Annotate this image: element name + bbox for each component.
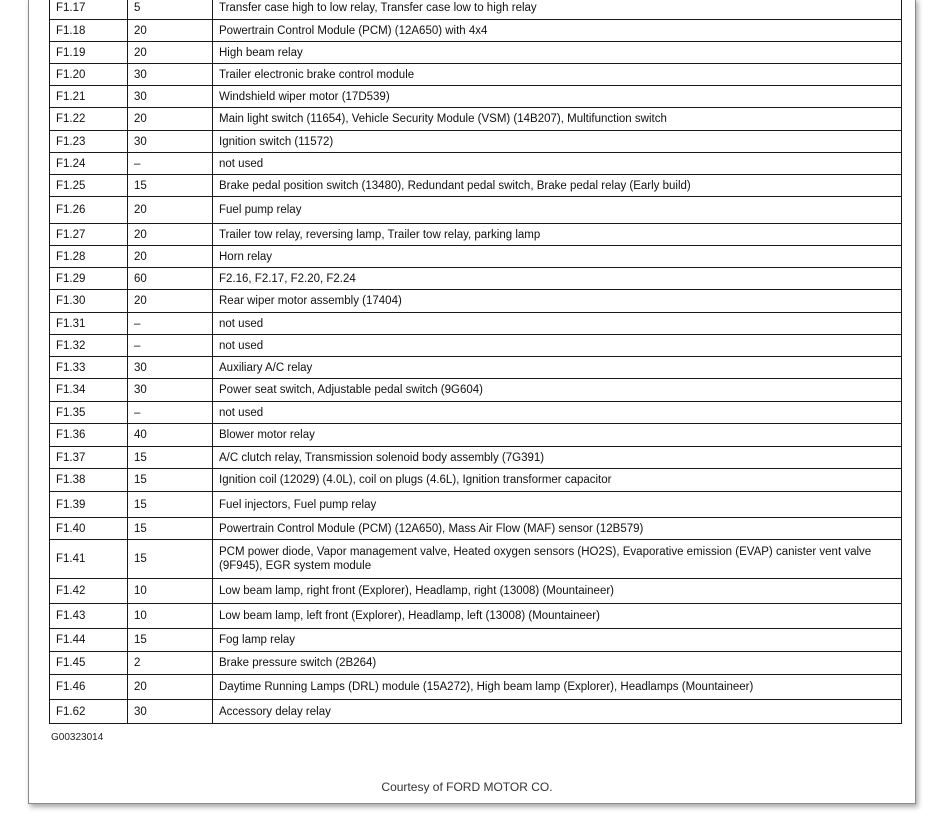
- table-row: [50, 175, 902, 197]
- fuse-amps: 20: [128, 290, 213, 313]
- fuse-amps: 30: [128, 86, 213, 108]
- fuse-amps: 20: [128, 20, 213, 42]
- table-row: [50, 652, 902, 675]
- fuse-amps: 2: [128, 652, 213, 675]
- fuse-description: Trailer tow relay, reversing lamp, Trailer tow relay, parking lamp: [213, 224, 902, 246]
- fuse-number: F1.46: [50, 675, 128, 700]
- table-row: [50, 246, 902, 268]
- table-row: [50, 64, 902, 86]
- fuse-description: Ignition switch (11572): [213, 131, 902, 153]
- fuse-amps: –: [128, 335, 213, 357]
- table-row: [50, 357, 902, 379]
- fuse-number: F1.40: [50, 518, 128, 540]
- fuse-number: F1.31: [50, 313, 128, 335]
- fuse-amps: 5: [128, 0, 213, 20]
- table-row: [50, 335, 902, 357]
- fuse-amps: 15: [128, 518, 213, 540]
- fuse-description: Low beam lamp, left front (Explorer), Headlamp, left (13008) (Mountaineer): [213, 604, 902, 629]
- fuse-description: Windshield wiper motor (17D539): [213, 86, 902, 108]
- fuse-table-body: [50, 0, 902, 724]
- table-row: [50, 131, 902, 153]
- fuse-amps: 20: [128, 224, 213, 246]
- fuse-amps: 30: [128, 700, 213, 724]
- fuse-amps: 15: [128, 629, 213, 652]
- fuse-number: F1.19: [50, 42, 128, 64]
- fuse-amps: 15: [128, 492, 213, 518]
- table-row: [50, 108, 902, 131]
- fuse-number: F1.17: [50, 0, 128, 20]
- fuse-amps: –: [128, 402, 213, 424]
- fuse-number: F1.22: [50, 108, 128, 131]
- fuse-amps: 10: [128, 579, 213, 604]
- fuse-amps: 15: [128, 175, 213, 197]
- table-row: [50, 518, 902, 540]
- fuse-amps: 20: [128, 246, 213, 268]
- table-row: [50, 604, 902, 629]
- fuse-number: F1.28: [50, 246, 128, 268]
- fuse-amps: 15: [128, 540, 213, 579]
- courtesy-caption: Courtesy of FORD MOTOR CO.: [381, 780, 553, 794]
- fuse-amps: 30: [128, 131, 213, 153]
- fuse-number: F1.20: [50, 64, 128, 86]
- fuse-description: not used: [213, 335, 902, 357]
- fuse-number: F1.38: [50, 469, 128, 492]
- fuse-number: F1.42: [50, 579, 128, 604]
- fuse-description: Powertrain Control Module (PCM) (12A650) with 4x4: [213, 20, 902, 42]
- fuse-number: F1.45: [50, 652, 128, 675]
- table-row: [50, 492, 902, 518]
- fuse-amps: 60: [128, 268, 213, 290]
- table-row: [50, 86, 902, 108]
- table-row: [50, 402, 902, 424]
- fuse-number: F1.35: [50, 402, 128, 424]
- table-row: [50, 290, 902, 313]
- fuse-amps: 30: [128, 64, 213, 86]
- fuse-amps: 15: [128, 447, 213, 469]
- fuse-description: Main light switch (11654), Vehicle Security Module (VSM) (14B207), Multifunction switch: [213, 108, 902, 131]
- fuse-number: F1.30: [50, 290, 128, 313]
- fuse-description: Fuel pump relay: [213, 197, 902, 224]
- fuse-description: Blower motor relay: [213, 424, 902, 447]
- fuse-number: F1.25: [50, 175, 128, 197]
- fuse-description: PCM power diode, Vapor management valve, Heated oxygen sensors (HO2S), Evaporative emission (EVAP) canister vent valve (9F945), EGR system module: [213, 540, 902, 579]
- fuse-description: Brake pressure switch (2B264): [213, 652, 902, 675]
- table-row: [50, 424, 902, 447]
- fuse-description: Low beam lamp, right front (Explorer), Headlamp, right (13008) (Mountaineer): [213, 579, 902, 604]
- fuse-description: Brake pedal position switch (13480), Redundant pedal switch, Brake pedal relay (Early build): [213, 175, 902, 197]
- fuse-amps: 20: [128, 42, 213, 64]
- figure-id: G00323014: [51, 732, 104, 743]
- fuse-amps: 10: [128, 604, 213, 629]
- fuse-table: [49, 0, 902, 724]
- fuse-amps: 15: [128, 469, 213, 492]
- fuse-description: Fog lamp relay: [213, 629, 902, 652]
- table-row: [50, 579, 902, 604]
- fuse-amps: 20: [128, 108, 213, 131]
- fuse-number: F1.26: [50, 197, 128, 224]
- fuse-amps: 40: [128, 424, 213, 447]
- fuse-description: Rear wiper motor assembly (17404): [213, 290, 902, 313]
- table-row: [50, 313, 902, 335]
- table-row: [50, 197, 902, 224]
- fuse-number: F1.37: [50, 447, 128, 469]
- table-row: [50, 42, 902, 64]
- fuse-number: F1.21: [50, 86, 128, 108]
- fuse-number: F1.39: [50, 492, 128, 518]
- fuse-description: Accessory delay relay: [213, 700, 902, 724]
- fuse-description: not used: [213, 313, 902, 335]
- fuse-number: F1.33: [50, 357, 128, 379]
- fuse-description: Ignition coil (12029) (4.0L), coil on plugs (4.6L), Ignition transformer capacitor: [213, 469, 902, 492]
- fuse-description: Powertrain Control Module (PCM) (12A650), Mass Air Flow (MAF) sensor (12B579): [213, 518, 902, 540]
- table-row: [50, 447, 902, 469]
- fuse-amps: –: [128, 153, 213, 175]
- fuse-number: F1.18: [50, 20, 128, 42]
- fuse-number: F1.44: [50, 629, 128, 652]
- fuse-number: F1.32: [50, 335, 128, 357]
- fuse-description: A/C clutch relay, Transmission solenoid body assembly (7G391): [213, 447, 902, 469]
- table-row: [50, 469, 902, 492]
- table-row: [50, 700, 902, 724]
- fuse-description: Fuel injectors, Fuel pump relay: [213, 492, 902, 518]
- table-row: [50, 379, 902, 402]
- fuse-number: F1.41: [50, 540, 128, 579]
- fuse-number: F1.27: [50, 224, 128, 246]
- table-row: [50, 20, 902, 42]
- fuse-description: Daytime Running Lamps (DRL) module (15A272), High beam lamp (Explorer), Headlamps (Mountaineer): [213, 675, 902, 700]
- table-row: [50, 268, 902, 290]
- fuse-number: F1.34: [50, 379, 128, 402]
- fuse-description: not used: [213, 402, 902, 424]
- fuse-number: F1.29: [50, 268, 128, 290]
- table-row: [50, 153, 902, 175]
- fuse-amps: 30: [128, 379, 213, 402]
- fuse-description: not used: [213, 153, 902, 175]
- fuse-number: F1.62: [50, 700, 128, 724]
- fuse-number: F1.23: [50, 131, 128, 153]
- fuse-amps: –: [128, 313, 213, 335]
- fuse-description: Horn relay: [213, 246, 902, 268]
- fuse-number: F1.24: [50, 153, 128, 175]
- table-row: [50, 224, 902, 246]
- fuse-description: Transfer case high to low relay, Transfer case low to high relay: [213, 0, 902, 20]
- fuse-description: F2.16, F2.17, F2.20, F2.24: [213, 268, 902, 290]
- table-row: [50, 540, 902, 579]
- fuse-amps: 30: [128, 357, 213, 379]
- table-row: [50, 675, 902, 700]
- table-row: [50, 629, 902, 652]
- table-row: [50, 0, 902, 20]
- fuse-description: Auxiliary A/C relay: [213, 357, 902, 379]
- fuse-description: High beam relay: [213, 42, 902, 64]
- fuse-number: F1.36: [50, 424, 128, 447]
- fuse-description: Trailer electronic brake control module: [213, 64, 902, 86]
- fuse-description: Power seat switch, Adjustable pedal switch (9G604): [213, 379, 902, 402]
- fuse-number: F1.43: [50, 604, 128, 629]
- fuse-amps: 20: [128, 197, 213, 224]
- fuse-amps: 20: [128, 675, 213, 700]
